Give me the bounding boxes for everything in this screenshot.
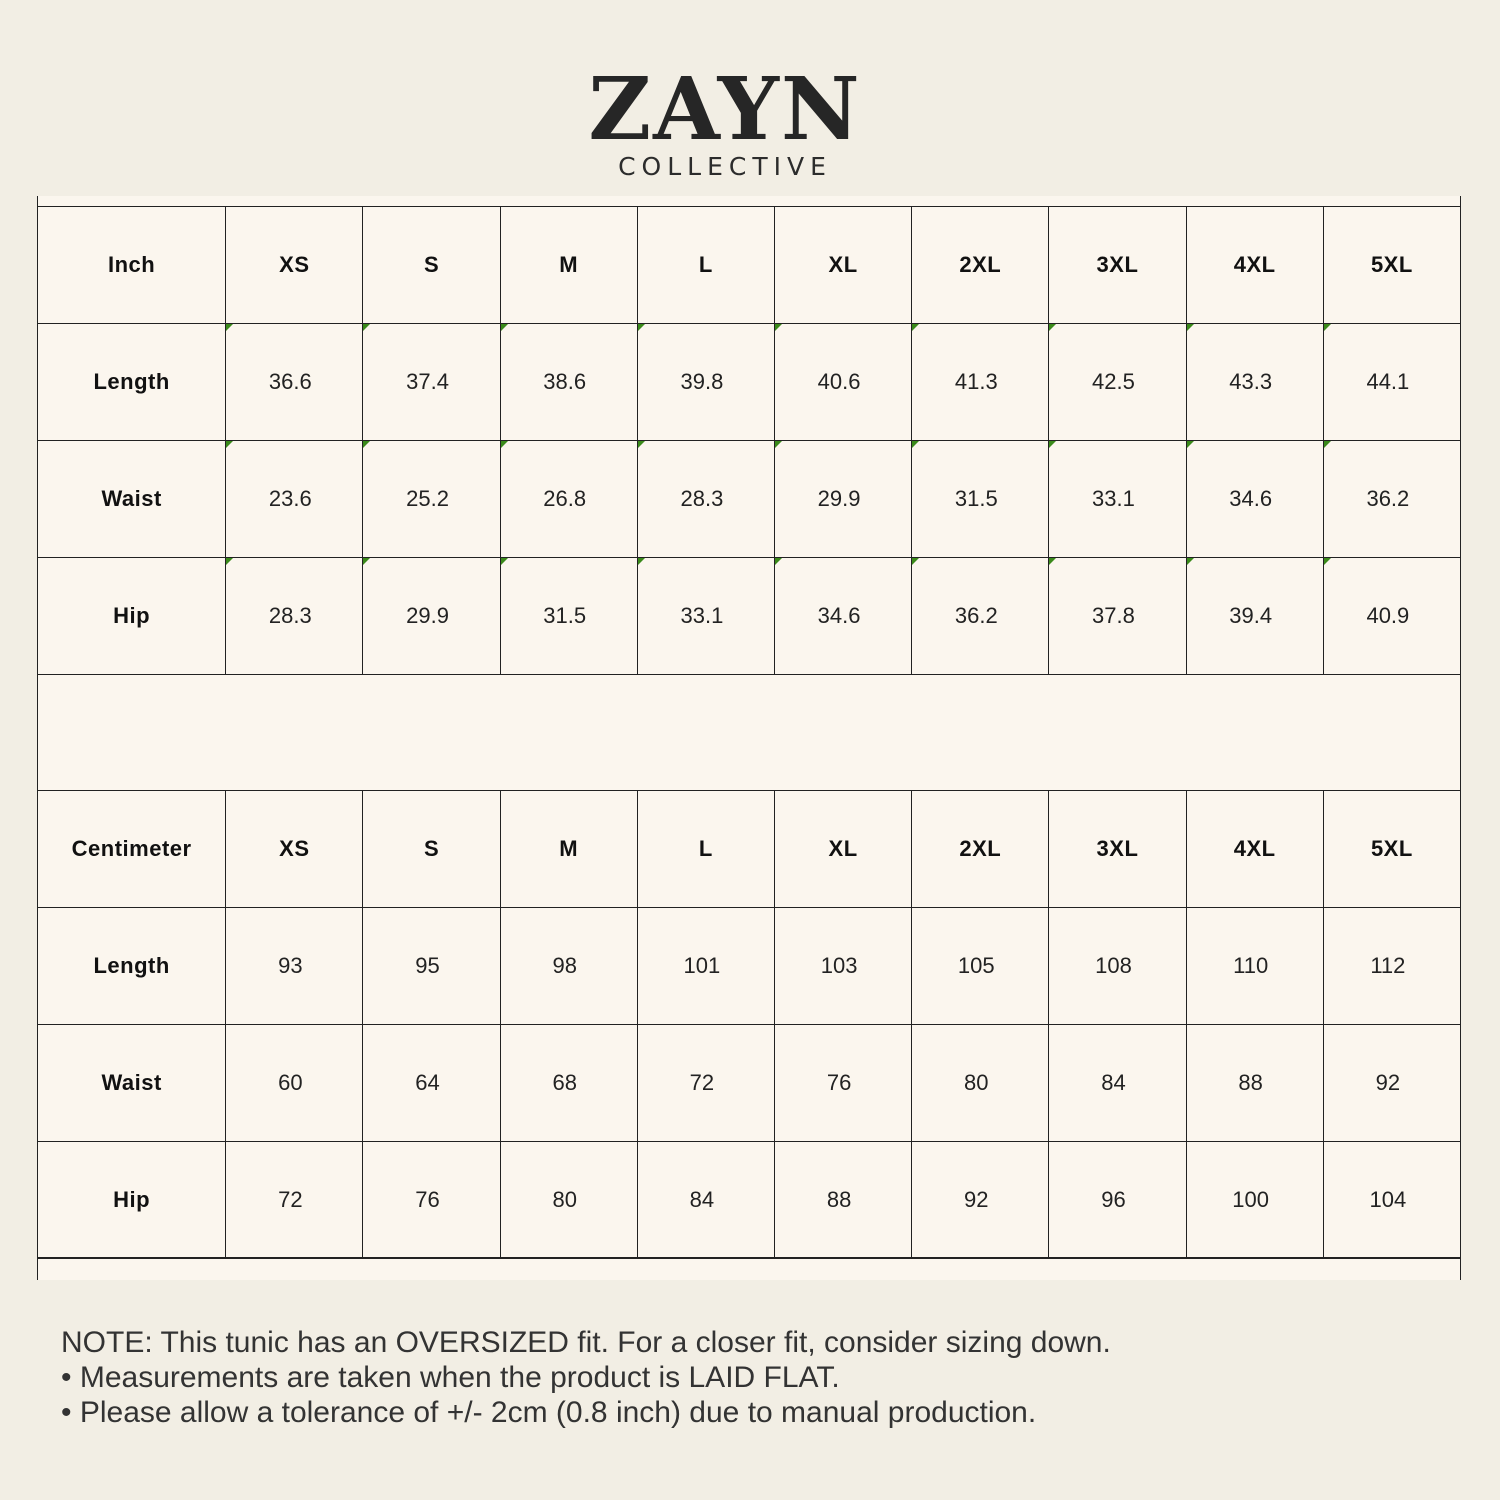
- table-header-row: [38, 791, 1461, 908]
- table-header-row: [38, 207, 1461, 324]
- measurement-value: 36.2: [912, 558, 1049, 675]
- measurement-value: 29.9: [775, 441, 912, 558]
- size-header-2xl: 2XL: [912, 791, 1049, 908]
- measurement-value: 39.4: [1186, 558, 1323, 675]
- brand-name: ZAYN: [588, 59, 862, 160]
- table-row: [38, 558, 1461, 675]
- size-notes: [61, 1325, 1261, 1430]
- size-header-5xl: 5XL: [1323, 207, 1460, 324]
- measurement-value: 95: [363, 908, 500, 1025]
- measurement-value: 31.5: [912, 441, 1049, 558]
- measurement-value: 104: [1323, 1142, 1460, 1259]
- size-header-4xl: 4XL: [1186, 791, 1323, 908]
- table-row: [38, 1142, 1461, 1259]
- measurement-value: 68: [500, 1025, 637, 1142]
- measurement-label-waist: Waist: [38, 1025, 226, 1142]
- size-header-xs: XS: [226, 207, 363, 324]
- measurement-value: 84: [637, 1142, 774, 1259]
- size-header-5xl: 5XL: [1323, 791, 1460, 908]
- measurement-value: 76: [775, 1025, 912, 1142]
- measurement-label-waist: Waist: [38, 441, 226, 558]
- table-row: [38, 1025, 1461, 1142]
- measurement-value: 93: [226, 908, 363, 1025]
- measurement-value: 105: [912, 908, 1049, 1025]
- measurement-value: 103: [775, 908, 912, 1025]
- size-header-m: M: [500, 207, 637, 324]
- unit-label: Centimeter: [38, 791, 226, 908]
- unit-label: Inch: [38, 207, 226, 324]
- measurement-value: 84: [1049, 1025, 1186, 1142]
- size-header-3xl: 3XL: [1049, 207, 1186, 324]
- measurement-value: 80: [912, 1025, 1049, 1142]
- size-chart-sheet: [37, 196, 1461, 1280]
- table-row: [38, 908, 1461, 1025]
- measurement-value: 28.3: [637, 441, 774, 558]
- measurement-value: 40.6: [775, 324, 912, 441]
- measurement-value: 96: [1049, 1142, 1186, 1259]
- table-row: [38, 441, 1461, 558]
- centimeter-size-table: [37, 790, 1461, 1259]
- size-header-m: M: [500, 791, 637, 908]
- measurement-value: 29.9: [363, 558, 500, 675]
- note-tolerance: • Please allow a tolerance of +/- 2cm (0.8 inch) due to manual production.: [61, 1396, 1037, 1429]
- measurement-value: 39.8: [637, 324, 774, 441]
- measurement-value: 41.3: [912, 324, 1049, 441]
- size-header-l: L: [637, 207, 774, 324]
- measurement-value: 33.1: [1049, 441, 1186, 558]
- measurement-label-length: Length: [38, 324, 226, 441]
- measurement-value: 108: [1049, 908, 1186, 1025]
- size-header-xl: XL: [775, 791, 912, 908]
- measurement-value: 37.8: [1049, 558, 1186, 675]
- measurement-value: 34.6: [1186, 441, 1323, 558]
- size-header-xs: XS: [226, 791, 363, 908]
- measurement-value: 38.6: [500, 324, 637, 441]
- size-header-l: L: [637, 791, 774, 908]
- measurement-label-length: Length: [38, 908, 226, 1025]
- measurement-value: 37.4: [363, 324, 500, 441]
- measurement-value: 23.6: [226, 441, 363, 558]
- brand-logo: [0, 60, 1450, 181]
- measurement-value: 34.6: [775, 558, 912, 675]
- table-row: [38, 324, 1461, 441]
- size-header-3xl: 3XL: [1049, 791, 1186, 908]
- measurement-label-hip: Hip: [38, 558, 226, 675]
- table-spacer: [38, 674, 1460, 790]
- measurement-value: 76: [363, 1142, 500, 1259]
- measurement-value: 92: [912, 1142, 1049, 1259]
- inch-size-table: [37, 206, 1461, 675]
- measurement-value: 72: [226, 1142, 363, 1259]
- measurement-value: 110: [1186, 908, 1323, 1025]
- sheet-bottom-line: [38, 1257, 1460, 1258]
- size-header-s: S: [363, 207, 500, 324]
- brand-subtitle: COLLECTIVE: [618, 152, 832, 181]
- measurement-value: 40.9: [1323, 558, 1460, 675]
- note-oversized: NOTE: This tunic has an OVERSIZED fit. For a closer fit, consider sizing down.: [61, 1326, 1111, 1359]
- measurement-value: 88: [775, 1142, 912, 1259]
- measurement-value: 64: [363, 1025, 500, 1142]
- size-header-xl: XL: [775, 207, 912, 324]
- measurement-value: 42.5: [1049, 324, 1186, 441]
- measurement-value: 98: [500, 908, 637, 1025]
- measurement-value: 25.2: [363, 441, 500, 558]
- size-header-s: S: [363, 791, 500, 908]
- measurement-value: 28.3: [226, 558, 363, 675]
- measurement-value: 43.3: [1186, 324, 1323, 441]
- measurement-value: 72: [637, 1025, 774, 1142]
- size-header-4xl: 4XL: [1186, 207, 1323, 324]
- measurement-value: 112: [1323, 908, 1460, 1025]
- measurement-label-hip: Hip: [38, 1142, 226, 1259]
- measurement-value: 60: [226, 1025, 363, 1142]
- measurement-value: 26.8: [500, 441, 637, 558]
- size-header-2xl: 2XL: [912, 207, 1049, 324]
- measurement-value: 92: [1323, 1025, 1460, 1142]
- measurement-value: 44.1: [1323, 324, 1460, 441]
- measurement-value: 100: [1186, 1142, 1323, 1259]
- measurement-value: 31.5: [500, 558, 637, 675]
- measurement-value: 88: [1186, 1025, 1323, 1142]
- measurement-value: 33.1: [637, 558, 774, 675]
- measurement-value: 36.6: [226, 324, 363, 441]
- measurement-value: 36.2: [1323, 441, 1460, 558]
- note-laid-flat: • Measurements are taken when the product is LAID FLAT.: [61, 1361, 840, 1394]
- measurement-value: 101: [637, 908, 774, 1025]
- measurement-value: 80: [500, 1142, 637, 1259]
